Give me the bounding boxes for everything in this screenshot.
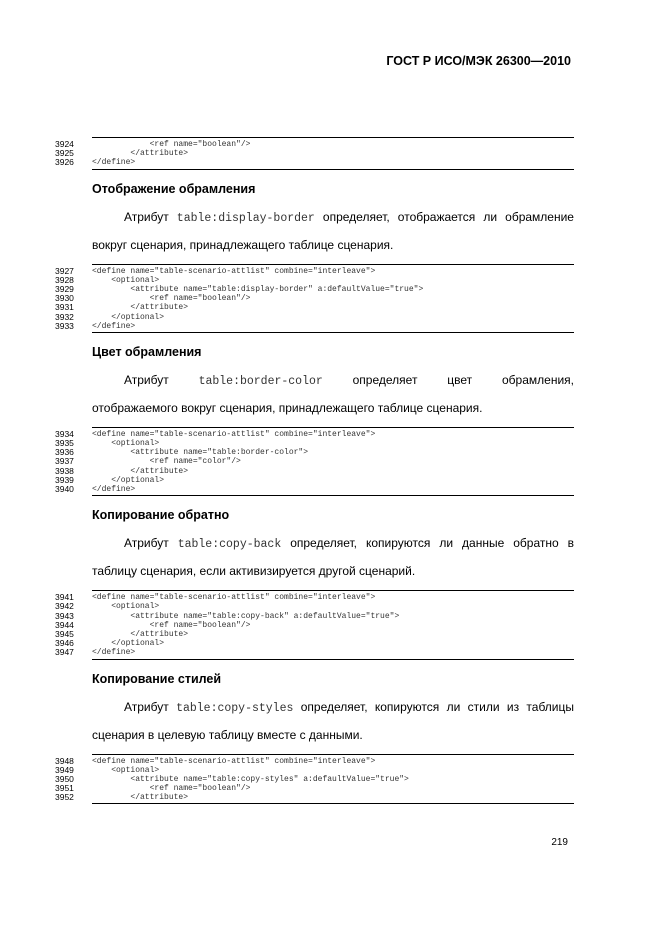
paragraph <box>55 367 574 421</box>
code-text: <attribute name="table:border-color"> <box>92 448 309 458</box>
code-line <box>55 447 574 458</box>
code-line <box>55 283 574 294</box>
code-text: <ref name="boolean"/> <box>92 294 251 304</box>
code-line <box>55 484 574 494</box>
line-number: 3942 <box>55 601 74 612</box>
code-line <box>55 647 574 658</box>
code-text: <define name="table-scenario-attlist" combine="interleave"> <box>92 429 376 439</box>
inline-code: table:copy-back <box>177 538 282 552</box>
code-text: </optional> <box>92 475 165 485</box>
inline-code: table:border-color <box>198 374 323 388</box>
line-number: 3928 <box>55 274 74 285</box>
paragraph-line <box>92 367 574 395</box>
line-number: 3951 <box>55 783 74 794</box>
code-line <box>55 311 574 322</box>
line-number: 3938 <box>55 465 74 476</box>
section-heading: Цвет обрамления <box>92 344 202 359</box>
code-text: <attribute name="table:copy-back" a:defaultValue="true"> <box>92 611 400 621</box>
code-text: <ref name="boolean"/> <box>92 620 251 630</box>
line-number: 3927 <box>55 265 74 276</box>
text-run: Атрибут <box>124 372 199 387</box>
code-text: </define> <box>92 321 136 331</box>
inline-code: table:copy-styles <box>176 701 294 715</box>
line-number: 3932 <box>55 311 74 322</box>
code-line <box>55 764 574 775</box>
text-run: Атрибут <box>124 209 177 224</box>
paragraph <box>55 530 574 584</box>
code-line <box>55 638 574 649</box>
code-line <box>55 773 574 784</box>
line-number: 3940 <box>55 484 74 494</box>
paragraph-line: вокруг сценария, принадлежащего таблице сценария. <box>92 237 394 252</box>
code-line <box>55 428 574 439</box>
paragraph <box>55 204 574 258</box>
code-listing <box>55 590 574 659</box>
code-line <box>55 474 574 485</box>
section-heading: Копирование стилей <box>92 671 222 686</box>
text-run: Атрибут <box>124 536 178 551</box>
line-number: 3949 <box>55 764 74 775</box>
code-line <box>55 139 574 149</box>
paragraph-line: отображаемого вокруг сценария, принадлежащего таблице сценария. <box>92 400 483 415</box>
line-number: 3944 <box>55 619 74 630</box>
line-number: 3945 <box>55 628 74 639</box>
code-text: </optional> <box>92 312 165 322</box>
paragraph-line <box>92 530 574 558</box>
code-text: </attribute> <box>92 793 189 803</box>
code-listing <box>55 754 574 805</box>
code-text: </optional> <box>92 639 165 649</box>
code-text: <ref name="boolean"/> <box>92 140 251 149</box>
code-line <box>55 465 574 476</box>
code-listing <box>55 427 574 496</box>
line-number: 3925 <box>55 148 74 159</box>
line-number: 3926 <box>55 157 74 168</box>
code-line <box>55 265 574 276</box>
code-text: <define name="table-scenario-attlist" combine="interleave"> <box>92 266 376 276</box>
code-line <box>55 456 574 467</box>
line-number: 3931 <box>55 302 74 313</box>
paragraph-line: таблицу сценария, если активизируется другой сценарий. <box>92 564 416 579</box>
code-text: <define name="table-scenario-attlist" combine="interleave"> <box>92 593 376 603</box>
section-heading: Отображение обрамления <box>92 181 256 196</box>
line-number: 3936 <box>55 447 74 458</box>
line-number: 3950 <box>55 773 74 784</box>
section-heading: Копирование обратно <box>92 508 230 523</box>
code-line <box>55 610 574 621</box>
line-number: 3947 <box>55 647 74 658</box>
line-number: 3930 <box>55 293 74 304</box>
code-text: </define> <box>92 485 136 494</box>
code-text: <ref name="boolean"/> <box>92 784 251 794</box>
code-line <box>55 438 574 449</box>
inline-code: table:display-border <box>176 211 315 225</box>
line-number: 3952 <box>55 792 74 803</box>
code-line <box>55 274 574 285</box>
line-number: 3939 <box>55 474 74 485</box>
line-number: 3924 <box>55 139 74 149</box>
code-line <box>55 592 574 603</box>
line-number: 3946 <box>55 638 74 649</box>
paragraph <box>55 694 574 748</box>
text-run: определяет цвет обрамления, <box>322 372 574 387</box>
code-text: <ref name="color"/> <box>92 457 241 467</box>
code-line <box>55 792 574 803</box>
text-run: определяет, отображается ли обрамление <box>314 209 574 224</box>
line-number: 3929 <box>55 283 74 294</box>
line-number: 3935 <box>55 438 74 449</box>
code-text: <optional> <box>92 439 160 449</box>
code-text: </define> <box>92 158 136 168</box>
code-line <box>55 628 574 639</box>
code-line <box>55 601 574 612</box>
code-line <box>55 293 574 304</box>
code-text: </attribute> <box>92 629 189 639</box>
code-text: </attribute> <box>92 149 189 159</box>
page-number: 219 <box>551 837 568 848</box>
paragraph-line <box>92 204 574 232</box>
code-text: <attribute name="table:copy-styles" a:defaultValue="true"> <box>92 774 409 784</box>
document-header: ГОСТ Р ИСО/МЭК 26300—2010 <box>386 54 571 68</box>
paragraph-line <box>92 694 574 722</box>
line-number: 3934 <box>55 428 74 439</box>
code-text: <optional> <box>92 602 160 612</box>
line-number: 3948 <box>55 755 74 766</box>
code-text: </define> <box>92 648 136 658</box>
code-listing <box>55 264 574 333</box>
code-text: </attribute> <box>92 466 189 476</box>
code-line <box>55 302 574 313</box>
code-text: <optional> <box>92 765 160 775</box>
code-line <box>55 157 574 168</box>
paragraph-line: сценария в целевую таблицу вместе с данными. <box>92 727 363 742</box>
code-text: <attribute name="table:display-border" a:defaultValue="true"> <box>92 284 424 294</box>
page-content <box>55 137 574 816</box>
line-number: 3937 <box>55 456 74 467</box>
code-line <box>55 783 574 794</box>
line-number: 3943 <box>55 610 74 621</box>
code-listing <box>55 137 574 170</box>
line-number: 3941 <box>55 592 74 603</box>
code-text: <optional> <box>92 275 160 285</box>
text-run: определяет, копируются ли данные обратно в <box>281 536 574 551</box>
code-line <box>55 755 574 766</box>
text-run: определяет, копируются ли стили из таблицы <box>293 699 574 714</box>
code-line <box>55 148 574 159</box>
text-run: Атрибут <box>124 699 177 714</box>
code-text: </attribute> <box>92 303 189 313</box>
code-line <box>55 320 574 331</box>
line-number: 3933 <box>55 320 74 331</box>
code-line <box>55 619 574 630</box>
code-text: <define name="table-scenario-attlist" combine="interleave"> <box>92 756 376 766</box>
